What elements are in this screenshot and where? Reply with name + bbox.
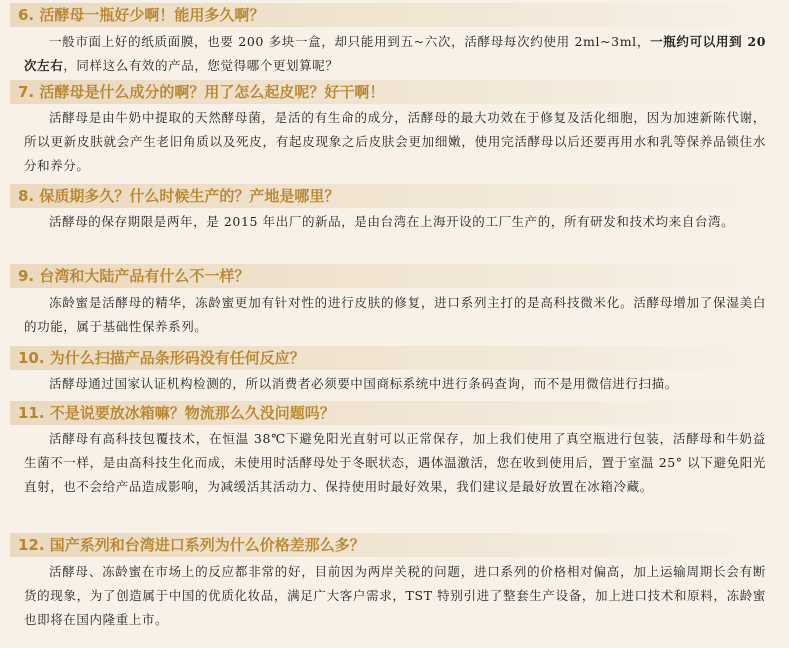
faq-answer-12: 活酵母、冻龄蜜在市场上的反应都非常的好，目前因为两岸关税的问题，进口系列的价格相对偏高，加上运输周期长会有断货的现象，为了创造属于中国的优质化妆品，满足广大客户需求，TST 特别引进了整套生产设备，加上进口技术和原料，冻龄蜜也即将在国内隆重上市。 [24, 564, 766, 627]
faq-question-7: 7. 活酵母是什么成分的啊？用了怎么起皮呢？好干啊！ [10, 80, 779, 104]
faq-answer-8: 活酵母的保存期限是两年，是 2015 年出厂的新品，是由台湾在上海开设的工厂生产的，所有研发和技术均来自台湾。 [49, 214, 735, 229]
faq-question-11: 11. 不是说要放冰箱嘛？物流那么久没问题吗？ [10, 401, 779, 425]
faq-answer-6-highlight: 一瓶约可以用到 20 次左右 [24, 34, 766, 73]
faq-question-12: 12. 国产系列和台湾进口系列为什么价格差那么多？ [10, 533, 779, 557]
faq-question-8: 8. 保质期多久？什么时候生产的？产地是哪里？ [10, 184, 779, 208]
faq-question-6: 6. 活酵母一瓶好少啊！能用多久啊？ [10, 3, 779, 27]
faq-answer-7: 活酵母是由牛奶中提取的天然酵母菌，是活的有生命的成分，活酵母的最大功效在于修复及活化细胞，因为加速新陈代谢，所以更新皮肤就会产生老旧角质以及死皮，有起皮现象之后皮肤会更加细嫩，使用完活酵母以后还要再用水和乳等保养品锁住水分和养分。 [24, 110, 766, 173]
faq-answer-10: 活酵母通过国家认证机构检测的，所以消费者必须要中国商标系统中进行条码查询，而不是用微信进行扫描。 [49, 376, 678, 391]
faq-answer-9: 冻龄蜜是活酵母的精华，冻龄蜜更加有针对性的进行皮肤的修复，进口系列主打的是高科技微米化。活酵母增加了保湿美白的功能，属于基础性保养系列。 [24, 295, 766, 334]
faq-question-10: 10. 为什么扫描产品条形码没有任何反应？ [10, 346, 779, 370]
faq-answer-6-part-1: 一般市面上好的纸质面膜，也要 200 多块一盒，却只能用到五~六次，活酵母每次约使用 2ml~3ml， [49, 34, 651, 49]
faq-question-9: 9. 台湾和大陆产品有什么不一样？ [10, 264, 779, 288]
faq-answer-11: 活酵母有高科技包覆技术，在恒温 38℃下避免阳光直射可以正常保存，加上我们使用了真空瓶进行包装，活酵母和牛奶益生菌不一样，是由高科技生化而成，未使用时活酵母处于冬眠状态，遇体温激活，您在收到使用后，置于室温 25° 以下避免阳光直射，也不会给产品造成影响，为减缓活其活动力、保持使用时最好效果，我们建议是最好放置在冰箱冷藏。 [24, 431, 766, 494]
faq-answer-6 [24, 30, 766, 78]
faq-answer-6-part-3: ，同样这么有效的产品，您觉得哪个更划算呢？ [63, 58, 339, 73]
